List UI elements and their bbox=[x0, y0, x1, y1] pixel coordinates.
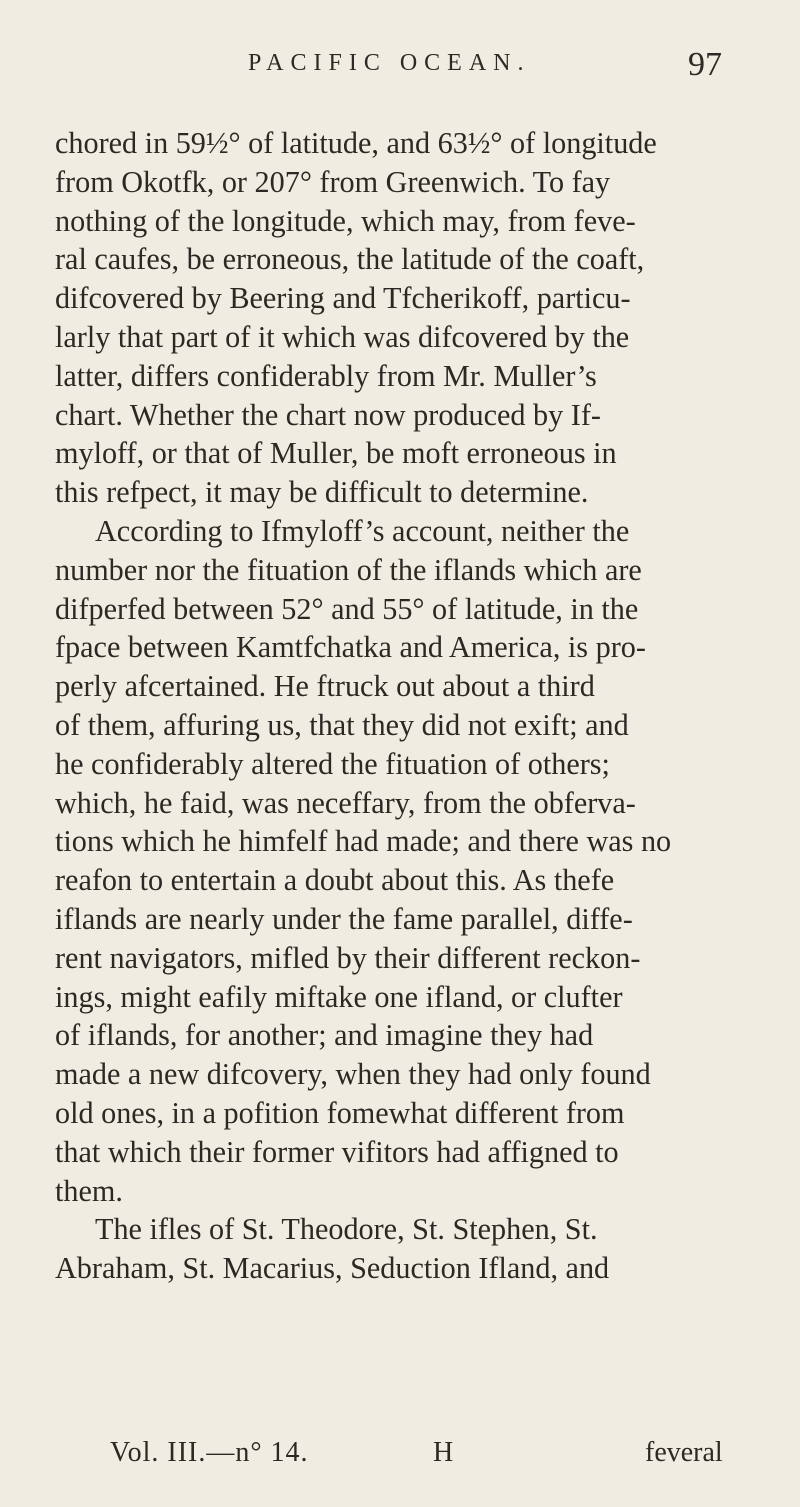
text-line: chored in 59½° of latitude, and 63½° of longitude bbox=[55, 126, 657, 160]
text-line: rent navigators, mifled by their different reckon- bbox=[55, 940, 641, 975]
text-line: that which their former vifitors had affigned to bbox=[55, 1134, 619, 1169]
volume-signature: Vol. III.—n° 14. bbox=[110, 1437, 309, 1468]
text-line: nothing of the longitude, which may, from feve- bbox=[55, 203, 636, 238]
page-number: 97 bbox=[688, 46, 722, 83]
text-line: chart. Whether the chart now produced by If- bbox=[55, 397, 601, 432]
text-line: reafon to entertain a doubt about this. As thefe bbox=[55, 863, 615, 898]
text-line: perly afcertained. He ftruck out about a third bbox=[55, 669, 595, 704]
catchword: feveral bbox=[645, 1437, 723, 1468]
text-line: them. bbox=[55, 1173, 123, 1208]
page-footer bbox=[0, 1437, 800, 1477]
text-line: of iflands, for another; and imagine they had bbox=[55, 1018, 594, 1053]
text-line: made a new difcovery, when they had only found bbox=[55, 1057, 651, 1092]
text-line: fpace between Kamtfchatka and America, is pro- bbox=[55, 630, 646, 665]
running-title: PACIFIC OCEAN. bbox=[248, 50, 531, 76]
text-line: tions which he himfelf had made; and there was no bbox=[55, 824, 672, 859]
text-line: from Okotfk, or 207° from Greenwich. To fay bbox=[55, 164, 611, 199]
text-line: number nor the fituation of the iflands which are bbox=[55, 552, 642, 587]
signature-mark: H bbox=[433, 1437, 454, 1468]
paragraph-start-line: According to Ifmyloff’s account, neither the bbox=[95, 513, 630, 548]
text-line: larly that part of it which was difcovered by the bbox=[55, 319, 630, 354]
text-line: he confiderably altered the fituation of others; bbox=[55, 746, 610, 781]
paragraph-start-line: The ifles of St. Theodore, St. Stephen, St. bbox=[95, 1212, 598, 1247]
text-line: of them, affuring us, that they did not exift; and bbox=[55, 707, 629, 742]
text-line: which, he faid, was neceffary, from the obferva- bbox=[55, 785, 636, 820]
text-line: ings, might eafily miftake one ifland, or clufter bbox=[55, 979, 623, 1014]
text-line: this refpect, it may be difficult to determine. bbox=[55, 475, 589, 510]
text-line: ral caufes, be erroneous, the latitude of the coaft, bbox=[55, 242, 645, 277]
body-text bbox=[55, 124, 775, 1288]
text-line: latter, differs confiderably from Mr. Muller’s bbox=[55, 358, 597, 393]
text-line: myloff, or that of Muller, be moft erroneous in bbox=[55, 436, 617, 471]
text-line: iflands are nearly under the fame parallel, diffe- bbox=[55, 901, 633, 936]
text-line: Abraham, St. Macarius, Seduction Ifland, and bbox=[55, 1251, 610, 1286]
text-line: difperfed between 52° and 55° of latitude, in the bbox=[55, 591, 639, 626]
text-line: difcovered by Beering and Tfcherikoff, particu- bbox=[55, 281, 631, 316]
text-line: old ones, in a pofition fomewhat different from bbox=[55, 1095, 625, 1130]
